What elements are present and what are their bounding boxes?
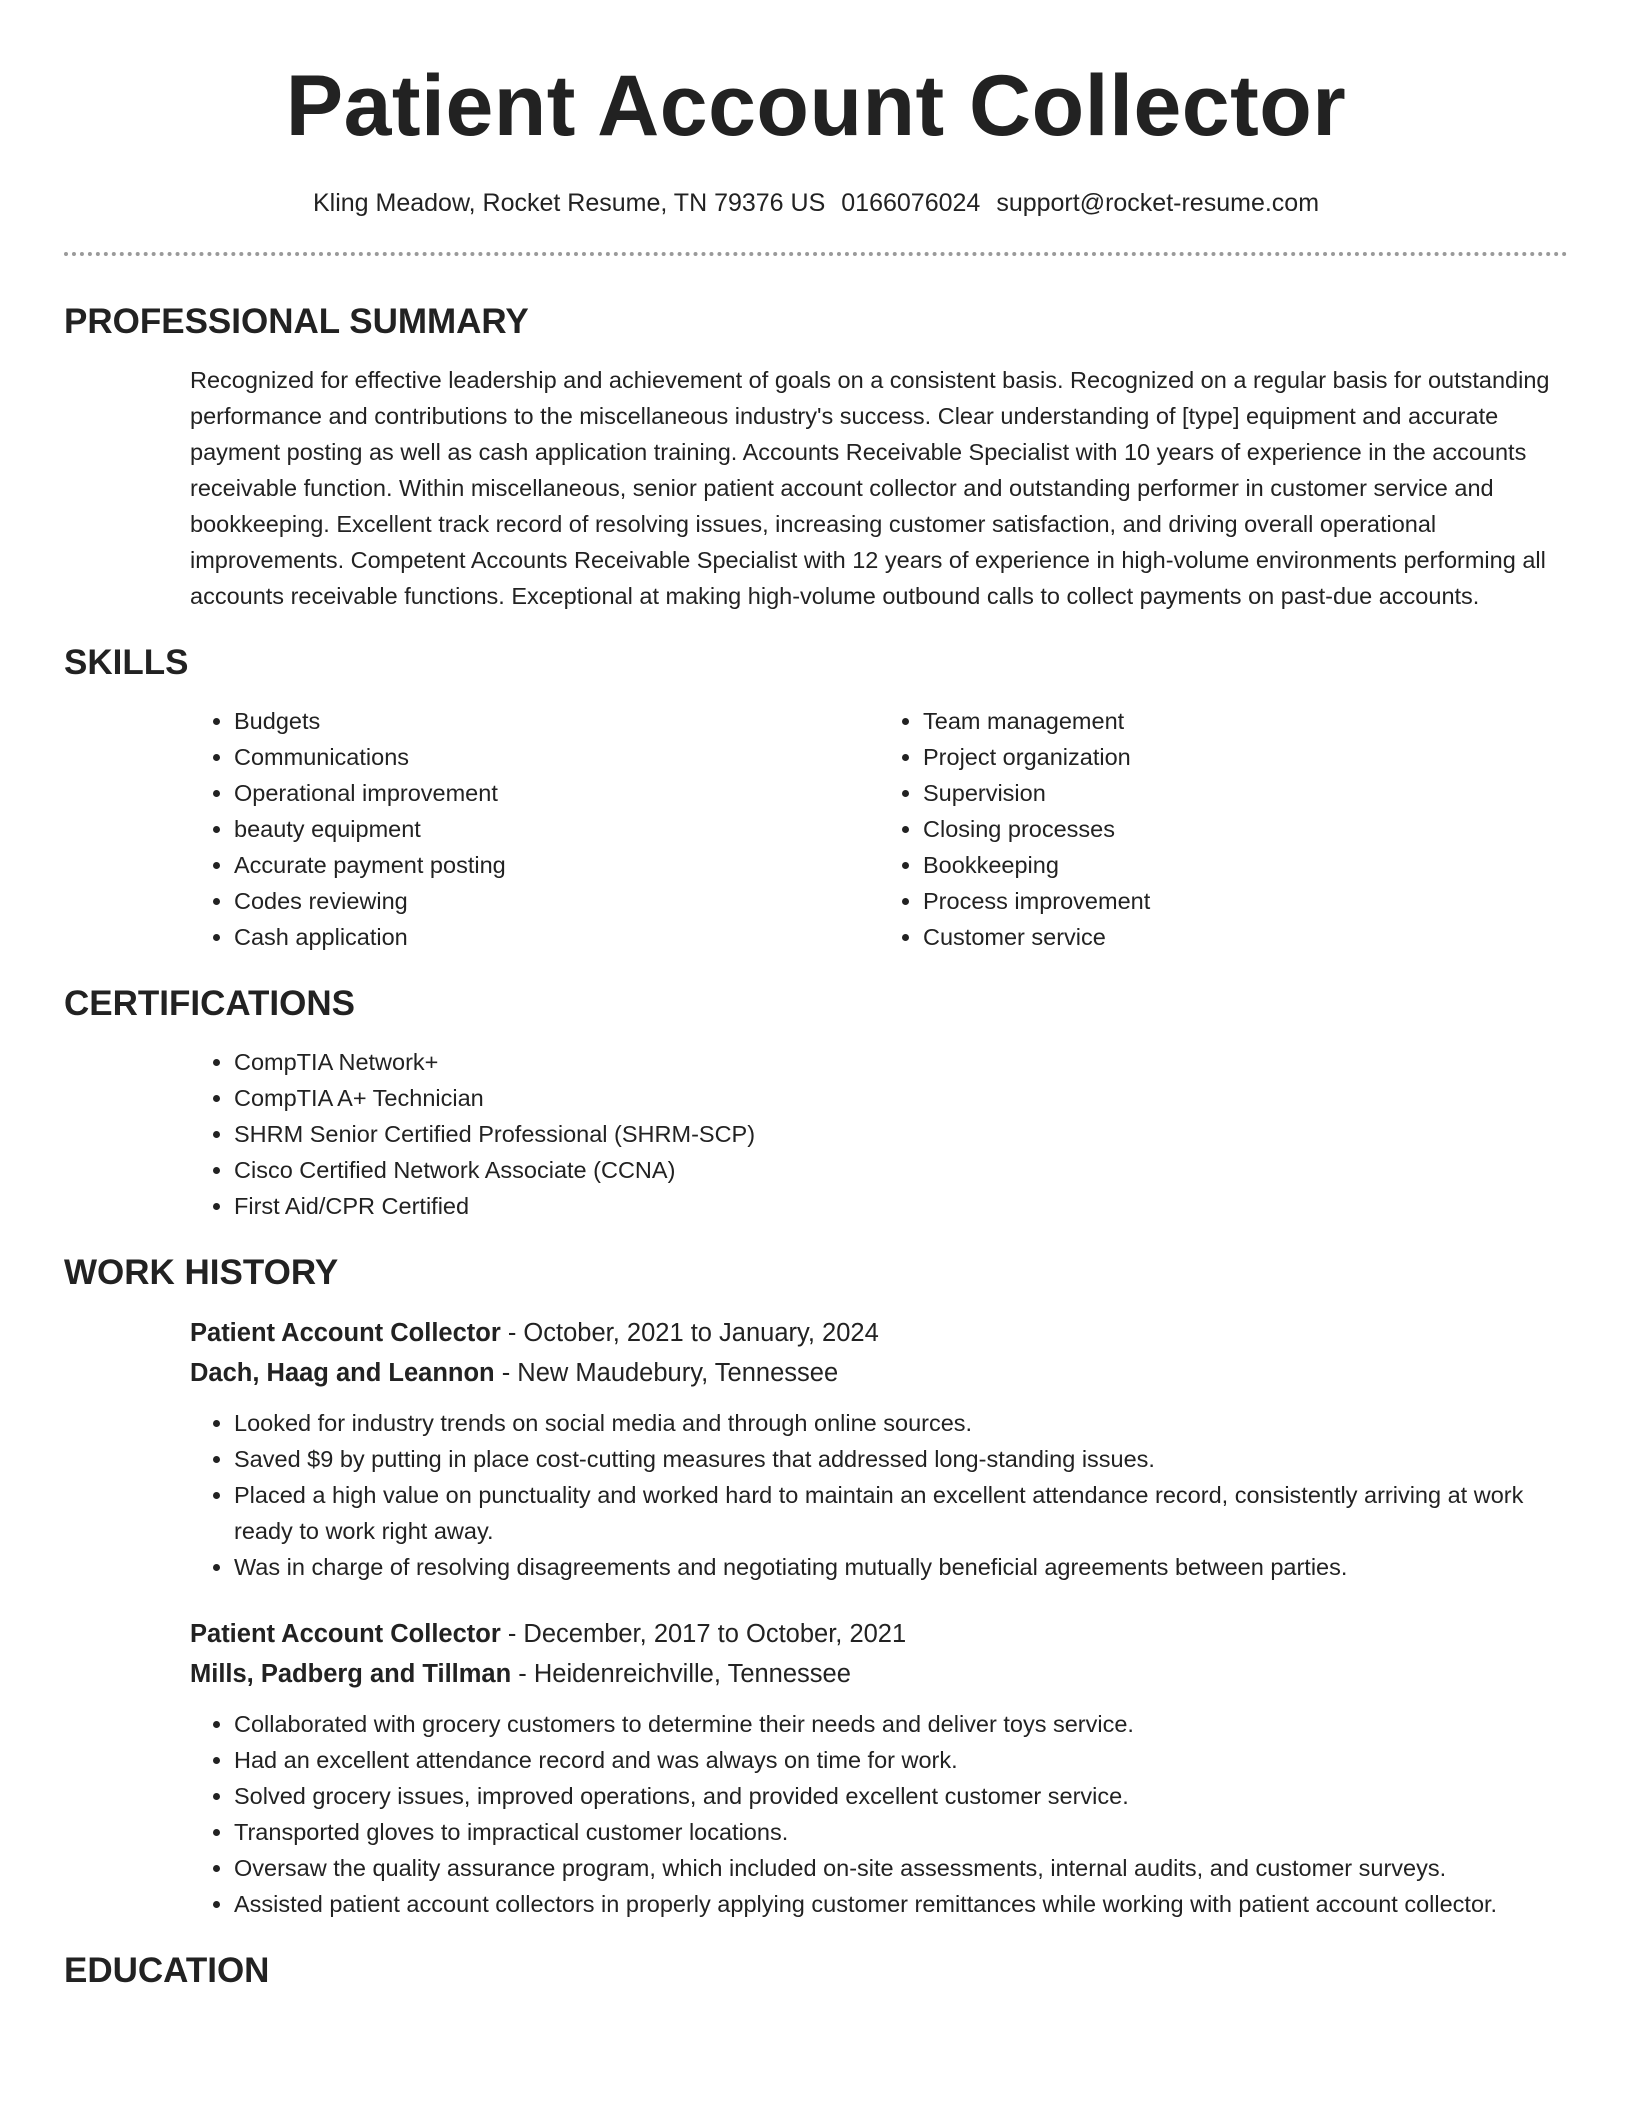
job-location: - New Maudebury, Tennessee [494,1359,839,1387]
certification-item: • Cisco Certified Network Associate (CCNA) [234,1152,1568,1188]
job-bullet: • Looked for industry trends on social media and through online sources. [234,1405,1568,1441]
job-dates: - October, 2021 to January, 2024 [500,1319,879,1347]
header-divider [64,252,1568,256]
work-history-heading: WORK HISTORY [64,1253,339,1292]
job-bullet-list [190,1405,1568,1585]
job-company: Mills, Padberg and Tillman [190,1660,512,1688]
skill-item: • Customer service [923,919,1568,955]
job-bullet: • Oversaw the quality assurance program, which included on-site assessments, internal audits, and customer surveys. [234,1850,1568,1886]
skill-item: • Operational improvement [234,775,879,811]
job-company-line [190,1353,1568,1393]
summary-heading: PROFESSIONAL SUMMARY [64,302,529,341]
skill-item: • Process improvement [923,883,1568,919]
resume-title: Patient Account Collector [285,58,1347,154]
summary-text: Recognized for effective leadership and achievement of goals on a consistent basis. Recognized on a regular basis for outstanding performance and contributions to the miscellaneous industry's success. Clear understanding of [type] equipment and accurate payment posting as well as cash application training. Accounts Receivable Specialist with 10 years of experience in the accounts receivable function. Within miscellaneous, senior patient account collector and outstanding performer in customer service and bookkeeping. Excellent track record of resolving issues, increasing customer satisfaction, and driving overall operational improvements. Competent Accounts Receivable Specialist with 12 years of experience in high-volume environments performing all accounts receivable functions. Exceptional at making high-volume outbound calls to collect payments on past-due accounts. [190,367,1550,609]
job-bullet-list [190,1706,1568,1922]
skill-item: • Budgets [234,703,879,739]
job-bullet: • Transported gloves to impractical customer locations. [234,1814,1568,1850]
job-dates: - December, 2017 to October, 2021 [500,1620,907,1648]
certifications-list [190,1044,1568,1224]
contact-phone: 0166076024 [841,189,981,217]
skill-item: • Supervision [923,775,1568,811]
job-title-line [190,1313,1568,1353]
skill-item: • beauty equipment [234,811,879,847]
skill-item: • Codes reviewing [234,883,879,919]
skill-item: • Closing processes [923,811,1568,847]
job-entry [190,1313,1568,1585]
skill-item: • Accurate payment posting [234,847,879,883]
job-bullet: • Collaborated with grocery customers to determine their needs and deliver toys service. [234,1706,1568,1742]
certification-item: • CompTIA A+ Technician [234,1080,1568,1116]
skill-item: • Team management [923,703,1568,739]
contact-email: support@rocket-resume.com [996,189,1320,217]
skills-grid [190,703,1568,955]
job-title: Patient Account Collector [190,1319,501,1347]
certification-item: • SHRM Senior Certified Professional (SHRM-SCP) [234,1116,1568,1152]
contact-line [64,188,1568,218]
job-company: Dach, Haag and Leannon [190,1359,495,1387]
job-location: - Heidenreichville, Tennessee [511,1660,851,1688]
skill-item: • Bookkeeping [923,847,1568,883]
certifications-heading: CERTIFICATIONS [64,984,356,1023]
certification-item: • CompTIA Network+ [234,1044,1568,1080]
resume-page [64,0,1568,1991]
job-title: Patient Account Collector [190,1620,501,1648]
job-bullet: • Assisted patient account collectors in properly applying customer remittances while working with patient account collector. [234,1886,1568,1922]
skill-item: • Communications [234,739,879,775]
job-bullet: • Solved grocery issues, improved operations, and provided excellent customer service. [234,1778,1568,1814]
skills-left-list [190,703,879,955]
job-company-line [190,1654,1568,1694]
job-entry [190,1614,1568,1922]
job-title-line [190,1614,1568,1654]
skills-heading: SKILLS [64,643,189,682]
job-bullet: • Placed a high value on punctuality and worked hard to maintain an excellent attendance record, consistently arriving at work ready to work right away. [234,1477,1568,1549]
job-bullet: • Saved $9 by putting in place cost-cutting measures that addressed long-standing issues. [234,1441,1568,1477]
job-bullet: • Had an excellent attendance record and was always on time for work. [234,1742,1568,1778]
skills-right-list [879,703,1568,955]
education-heading: EDUCATION [64,1951,270,1990]
skill-item: • Cash application [234,919,879,955]
job-bullet: • Was in charge of resolving disagreements and negotiating mutually beneficial agreements between parties. [234,1549,1568,1585]
certification-item: • First Aid/CPR Certified [234,1188,1568,1224]
contact-address: Kling Meadow, Rocket Resume, TN 79376 US [312,189,826,217]
certifications-section [190,1044,1568,1224]
skill-item: • Project organization [923,739,1568,775]
